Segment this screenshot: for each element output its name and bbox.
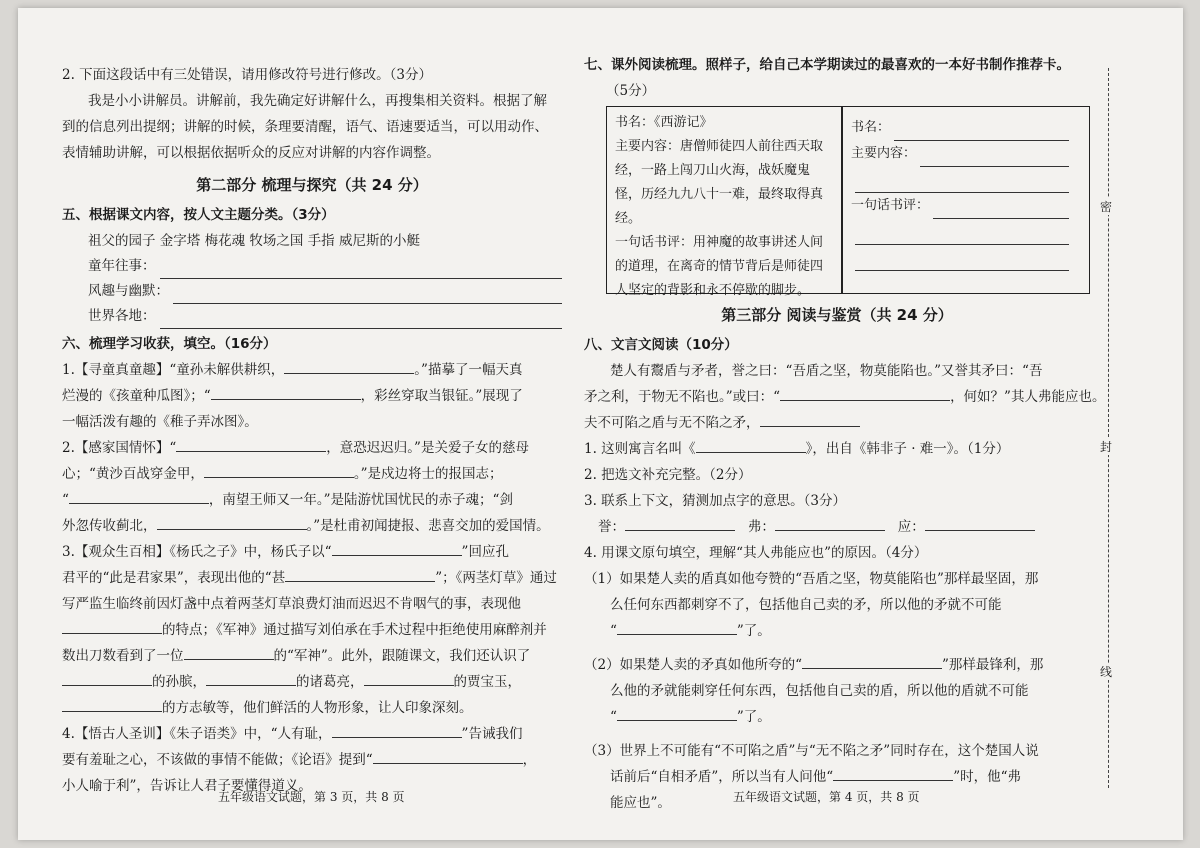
seal-line — [1108, 68, 1110, 788]
blank[interactable] — [625, 514, 735, 531]
blank[interactable] — [184, 643, 274, 660]
q6-line: 烂漫的《孩童种瓜图》；“ ，彩丝穿取当银钲。”展现了 — [62, 383, 562, 409]
part3-heading: 第三部分 阅读与鉴赏（共 24 分） — [721, 306, 953, 324]
q6-line: 数出刀数看到了一位 的“军神”。此外，跟随课文，我们还认识了 — [62, 643, 562, 669]
q6-line: 小人喻于利”，告诉让人君子要懂得道义。 — [62, 778, 312, 794]
blank[interactable] — [176, 435, 326, 452]
q7-title: 七、课外阅读梳理。照样子，给自己本学期读过的最喜欢的一本好书制作推荐卡。 — [584, 57, 1070, 73]
q6-title: 六、梳理学习收获，填空。（16分） — [62, 336, 277, 352]
part2-heading: 第二部分 梳理与探究（共 24 分） — [196, 176, 428, 194]
q8-text-2: 矛之利，于物无不陷也。”或曰：“ ，何如？”其人弗能应也。 — [584, 384, 1090, 410]
q5-title: 五、根据课文内容，按人文主题分类。（3分） — [62, 207, 335, 223]
q8-text-1: 楚人有鬻盾与矛者，誉之曰：“吾盾之坚，物莫能陷也。”又誉其矛曰：“吾 — [610, 363, 1043, 379]
q6-line: 1.【寻童真童趣】“童孙未解供耕织， 。”描摹了一幅天真 — [62, 357, 562, 383]
q5-blank-1[interactable] — [160, 260, 563, 279]
blank[interactable] — [62, 695, 162, 712]
card-review-line-2[interactable] — [855, 226, 1069, 245]
blank[interactable] — [332, 721, 462, 738]
blank[interactable] — [833, 764, 953, 781]
q8-s4-line: （2）如果楚人卖的矛真如他所夸的“ ”那样最锋利，那 — [584, 652, 1090, 678]
blank[interactable] — [617, 618, 737, 635]
q6-line: 的特点；《军神》通过描写刘伯承在手术过程中拒绝使用麻醉剂并 — [62, 617, 562, 643]
q8-s4-line: （1）如果楚人卖的盾真如他夸赞的“吾盾之坚，物莫能陷也”那样最坚固，那 — [584, 571, 1039, 587]
q2-para-1: 我是小小讲解员。讲解前，我先确定好讲解什么，再搜集相关资料。根据了解 — [88, 93, 547, 109]
q2-para-3: 表情辅助讲解，可以根据依据听众的反应对讲解的内容作调整。 — [62, 145, 440, 161]
q8-s3-answers: 誉： 弗： 应： — [584, 514, 1090, 540]
q8-s1: 1. 这则寓言名叫《 》，出自《韩非子 · 难一》。（1分） — [584, 436, 1090, 462]
blank[interactable] — [775, 514, 885, 531]
card-divider — [841, 107, 843, 293]
q2-para-2: 到的信息列出提纲；讲解的时候，条理要清醒，语气、语速要适当，可以用动作、 — [62, 119, 548, 135]
card-review-line — [851, 219, 1069, 245]
card-content-line-2[interactable] — [855, 174, 1069, 193]
seal-char-mi: 密 — [1100, 200, 1113, 214]
q8-title: 八、文言文阅读（10分） — [584, 337, 738, 353]
blank[interactable] — [617, 704, 737, 721]
blank[interactable] — [285, 565, 435, 582]
sample-content: 主要内容：唐僧师徒四人前往西天取经，一路上闯刀山火海，战妖魔鬼怪，历经九九八十一难，最终取得真经。 — [615, 139, 824, 226]
sample-review: 一句话书评：用神魔的故事讲述人间的道理，在离奇的情节背后是师徒四人坚定的背影和永不停歇的脚步。 — [615, 235, 824, 298]
blank[interactable] — [206, 669, 296, 686]
q8-s3: 3. 联系上下文，猜测加点字的意思。（3分） — [584, 493, 847, 509]
q8-s4-line: 么他的矛就能刺穿任何东西，包括他自己卖的盾，所以他的盾就不可能 — [610, 683, 1029, 699]
q8-text-3: 夫不可陷之盾与无不陷之矛， — [584, 410, 1090, 436]
blank[interactable] — [373, 747, 523, 764]
q5-items: 祖父的园子 金字塔 梅花魂 牧场之国 手指 威尼斯的小艇 — [88, 233, 420, 249]
q6-line: 的方志敏等，他们鲜活的人物形象，让人印象深刻。 — [62, 695, 562, 721]
q5-blank-3[interactable] — [160, 310, 563, 329]
q6-line: 心；“黄沙百战穿金甲， 。”是戍边将士的报国志； — [62, 461, 562, 487]
card-review-row: 一句话书评： — [851, 193, 1069, 219]
footer-page-4: 五年级语文试题，第 4 页，共 8 页 — [733, 790, 920, 804]
q5-row-world: 世界各地： — [62, 304, 562, 329]
card-content-line — [851, 167, 1069, 193]
q6-line: 君平的“此是君家果”，表现出他的“甚 ”；《两茎灯草》通过 — [62, 565, 562, 591]
q6-line: 4.【悟古人圣训】《朱子语类》中，“人有耻， ”告诫我们 — [62, 721, 562, 747]
q5-blank-2[interactable] — [173, 285, 562, 304]
card-content-input[interactable] — [920, 148, 1069, 167]
page-4 — [584, 8, 1090, 104]
page-4-lower — [584, 298, 1106, 816]
blank[interactable] — [211, 383, 361, 400]
blank[interactable] — [780, 384, 950, 401]
exam-sheet — [18, 8, 1183, 840]
q8-s4-line: 么任何东西都刺穿不了，包括他自己卖的矛，所以他的矛就不可能 — [610, 597, 1002, 613]
sample-title: 书名：《西游记》 — [615, 115, 713, 130]
card-blank — [851, 115, 1069, 271]
q8-s4: 4. 用课文原句填空，理解“其人弗能应也”的原因。（4分） — [584, 545, 928, 561]
blank[interactable] — [69, 487, 209, 504]
seal-char-xian: 线 — [1100, 665, 1113, 679]
blank[interactable] — [925, 514, 1035, 531]
q8-s4-line: “ ”了。 — [584, 618, 1090, 644]
blank[interactable] — [62, 669, 152, 686]
q8-s4-line: 能应也”。 — [610, 795, 671, 811]
q8-s4-line: （3）世界上不可能有“不可陷之盾”与“无不陷之矛”同时存在，这个楚国人说 — [584, 743, 1039, 759]
q5-row-humor: 风趣与幽默： — [62, 279, 562, 304]
card-content-row: 主要内容： — [851, 141, 1069, 167]
q2-title: 2. 下面这段话中有三处错误，请用修改符号进行修改。（3分） — [62, 67, 433, 83]
card-sample — [615, 111, 835, 303]
blank[interactable] — [204, 461, 354, 478]
recommend-card — [606, 106, 1090, 298]
card-review-line — [851, 245, 1069, 271]
q6-line: 2.【感家国情怀】“ ，意恐迟迟归。”是关爱子女的慈母 — [62, 435, 562, 461]
q6-line: 一幅活泼有趣的《稚子弄冰图》。 — [62, 414, 258, 430]
blank[interactable] — [802, 652, 942, 669]
blank[interactable] — [284, 357, 414, 374]
blank[interactable] — [62, 617, 162, 634]
q6-line: “ ，南望王师又一年。”是陆游忧国忧民的赤子魂；“剑 — [62, 487, 562, 513]
q8-s4-line: 话前后“自相矛盾”，所以当有人问他“ ”时，他“弗 — [584, 764, 1090, 790]
page-3 — [62, 8, 562, 799]
q8-s2: 2. 把选文补充完整。（2分） — [584, 467, 752, 483]
q6-line: 写严监生临终前因灯盏中点着两茎灯草浪费灯油而迟迟不肯咽气的事，表现他 — [62, 596, 521, 612]
blank[interactable] — [696, 436, 806, 453]
blank[interactable] — [332, 539, 462, 556]
footer-page-3: 五年级语文试题，第 3 页，共 8 页 — [218, 790, 405, 804]
q8-s4-line: “ ”了。 — [584, 704, 1090, 730]
q6-line: 要有羞耻之心，不该做的事情不能做；《论语》提到“ ， — [62, 747, 562, 773]
card-title-input[interactable] — [894, 122, 1069, 141]
q7-score: （5分） — [606, 83, 656, 99]
card-review-input[interactable] — [933, 200, 1069, 219]
blank[interactable] — [364, 669, 454, 686]
q6-line: 外忽传收蓟北， 。”是杜甫初闻捷报、悲喜交加的爱国情。 — [62, 513, 562, 539]
card-review-line-3[interactable] — [855, 252, 1069, 271]
q6-line: 的孙膑， 的诸葛亮， 的贾宝玉， — [62, 669, 562, 695]
blank[interactable] — [760, 410, 860, 427]
card-title-row: 书名： — [851, 115, 1069, 141]
blank[interactable] — [157, 513, 307, 530]
q6-line: 3.【观众生百相】《杨氏之子》中，杨氏子以“ ”回应孔 — [62, 539, 562, 565]
q5-row-childhood: 童年往事： — [62, 254, 562, 279]
seal-char-feng: 封 — [1100, 440, 1113, 454]
